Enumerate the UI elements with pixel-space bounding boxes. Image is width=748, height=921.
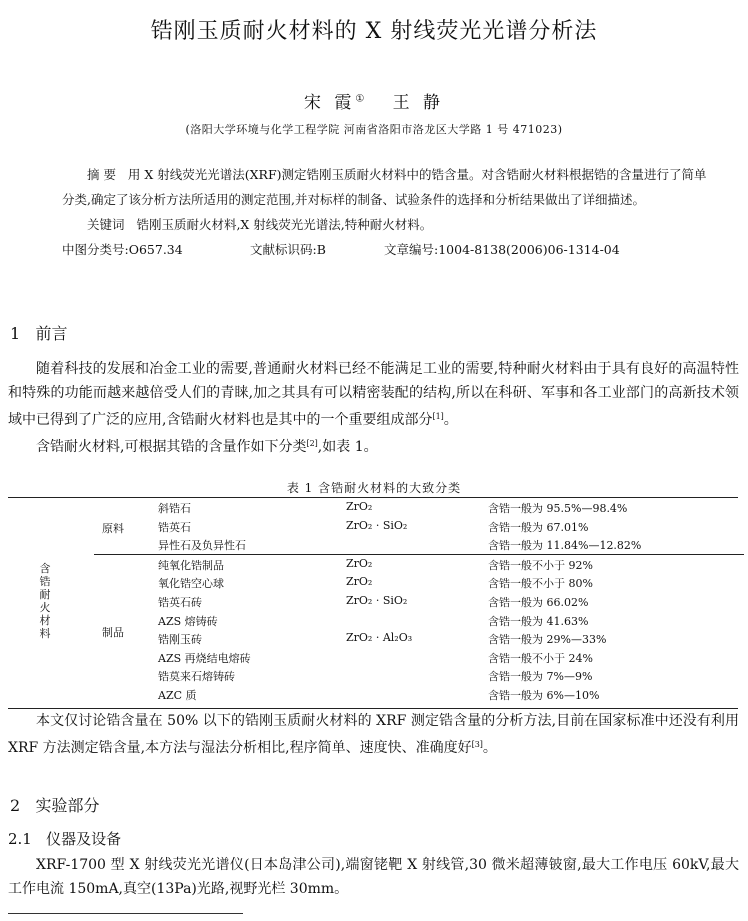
subsection-2-1-heading <box>8 828 121 849</box>
footnote-rule <box>8 913 243 914</box>
scope-text-end: 。 <box>482 740 497 756</box>
scope-text-body: 本文仅讨论锆含量在 50% 以下的锆刚玉质耐火材料的 XRF 测定锆含量的分析方法,目前在国家标准中还没有利用 XRF 方法测定锆含量,本方法与湿法分析相比,程序简单、速度快、准确度好 <box>8 713 739 756</box>
table-cell-formula: ZrO₂ · Al₂O₃ <box>346 631 413 645</box>
section-2-heading <box>10 793 99 816</box>
table-cell-name: 斜锆石 <box>158 502 191 515</box>
citation-1: [1] <box>432 412 444 421</box>
table-cell-content: 含锆一般不小于 24% <box>488 651 593 665</box>
abstract-paragraph <box>62 162 712 212</box>
table-cell-content: 含锆一般不小于 80% <box>488 577 593 591</box>
table-1-caption: 表 1 含锆耐火材料的大致分类 <box>286 481 462 495</box>
section-1-title: 前言 <box>35 324 68 343</box>
keywords-text: 锆刚玉质耐火材料,X 射线荧光光谱法,特种耐火材料。 <box>136 217 433 232</box>
section-1-body <box>8 357 739 459</box>
table-cell-content: 含锆一般为 95.5%—98.4% <box>488 502 628 515</box>
table-cell-name: AZS 熔铸砖 <box>158 614 218 628</box>
table-cell-content: 含锆一般为 29%—33% <box>488 633 607 647</box>
table-cell-name: AZS 再烧结电熔砖 <box>158 651 251 665</box>
intro-paragraph-2 <box>8 432 739 459</box>
method-scope-paragraph <box>8 709 739 760</box>
author-footnote-mark: ① <box>355 93 365 105</box>
table-subgroup-products: 制品 <box>102 626 124 639</box>
affiliation: (洛阳大学环境与化学工程学院 河南省洛阳市洛龙区大学路 1 号 471023) <box>185 123 563 136</box>
intro-text-1-end: 。 <box>443 412 458 428</box>
keywords-line <box>62 212 712 237</box>
section-2-number: 2 <box>10 796 21 815</box>
table-cell-name: 锆英石 <box>158 520 191 534</box>
subsection-2-1-title: 仪器及设备 <box>46 830 122 848</box>
document-code: 文献标识码:B <box>250 242 326 257</box>
table-cell-formula: ZrO₂ <box>346 500 373 513</box>
table-divider <box>94 554 744 555</box>
table-cell-content: 含锆一般为 41.63% <box>488 614 589 628</box>
table-cell-formula: ZrO₂ · SiO₂ <box>346 594 408 607</box>
intro-paragraph-1 <box>8 357 739 432</box>
table-cell-content: 含锆一般不小于 92% <box>488 558 593 572</box>
section-2-title: 实验部分 <box>35 796 100 815</box>
article-number: 文章编号:1004-8138(2006)06-1314-04 <box>384 242 620 257</box>
scope-text <box>8 709 739 760</box>
table-cell-content: 含锆一般为 67.01% <box>488 520 589 534</box>
citation-2: [2] <box>306 439 318 448</box>
table-cell-content: 含锆一般为 11.84%—12.82% <box>488 539 642 553</box>
author-line <box>0 88 748 113</box>
abstract-text: 用 X 射线荧光光谱法(XRF)测定锆刚玉质耐火材料中的锆含量。对含锆耐火材料根据锆的含量进行了简单分类,确定了该分析方法所适用的测定范围,并对标样的制备、试验条件的选择和分析结果做出了详细描述。 <box>62 167 707 207</box>
table-cell-name: 锆刚玉砖 <box>158 633 202 647</box>
intro-text-2-end: ,如表 1。 <box>317 439 378 455</box>
author-2: 王 静 <box>392 93 444 113</box>
table-1 <box>8 497 738 709</box>
table-cell-content: 含锆一般为 66.02% <box>488 596 589 609</box>
intro-text-2: 含锆耐火材料,可根据其锆的含量作如下分类 <box>36 439 307 455</box>
instrument-paragraph <box>8 853 739 901</box>
table-cell-name: 锆英石砖 <box>158 596 202 609</box>
table-cell-name: 异性石及负异性石 <box>158 539 246 553</box>
table-group-label: 含锆耐火材料 <box>39 562 51 640</box>
subsection-2-1-number: 2.1 <box>8 830 32 848</box>
instrument-text: XRF-1700 型 X 射线荧光光谱仪(日本岛津公司),端窗铑靶 X 射线管,30 微米超薄铍窗,最大工作电压 60kV,最大工作电流 150mA,真空(13Pa)光路,视野光栏 30mm。 <box>8 857 739 897</box>
section-1-number: 1 <box>10 324 21 343</box>
abstract-block <box>62 162 712 262</box>
table-cell-formula: ZrO₂ <box>346 556 373 570</box>
table-cell-name: AZC 质 <box>158 689 197 702</box>
keywords-label: 关键词 <box>87 217 125 232</box>
section-1-heading <box>10 321 67 344</box>
table-cell-name: 氧化锆空心球 <box>158 577 224 591</box>
intro-text-1: 随着科技的发展和冶金工业的需要,普通耐火材料已经不能满足工业的需要,特种耐火材料由于具有良好的高温特性和特殊的功能而越来越倍受人们的青睐,加之其具有可以精密装配的结构,所以在科研、军事和各工业部门的高新技术领域中已得到了广泛的应用,含锆耐火材料也是其中的一个重要组成部分 <box>8 361 739 428</box>
table-cell-content: 含锆一般为 6%—10% <box>488 689 600 702</box>
citation-3: [3] <box>471 740 483 749</box>
clc-number: 中图分类号:O657.34 <box>62 242 183 257</box>
table-cell-name: 纯氧化锆制品 <box>158 558 224 572</box>
table-cell-name: 锆莫来石熔铸砖 <box>158 670 235 684</box>
table-cell-content: 含锆一般为 7%—9% <box>488 670 593 684</box>
table-subgroup-raw: 原料 <box>102 522 124 535</box>
table-cell-formula: ZrO₂ · SiO₂ <box>346 518 408 532</box>
table-cell-formula: ZrO₂ <box>346 575 373 589</box>
classification-line <box>62 237 712 262</box>
author-1: 宋 霞 <box>304 93 356 113</box>
paper-title: 锆刚玉质耐火材料的 X 射线荧光光谱分析法 <box>150 19 598 44</box>
abstract-label: 摘 要 <box>87 167 116 182</box>
